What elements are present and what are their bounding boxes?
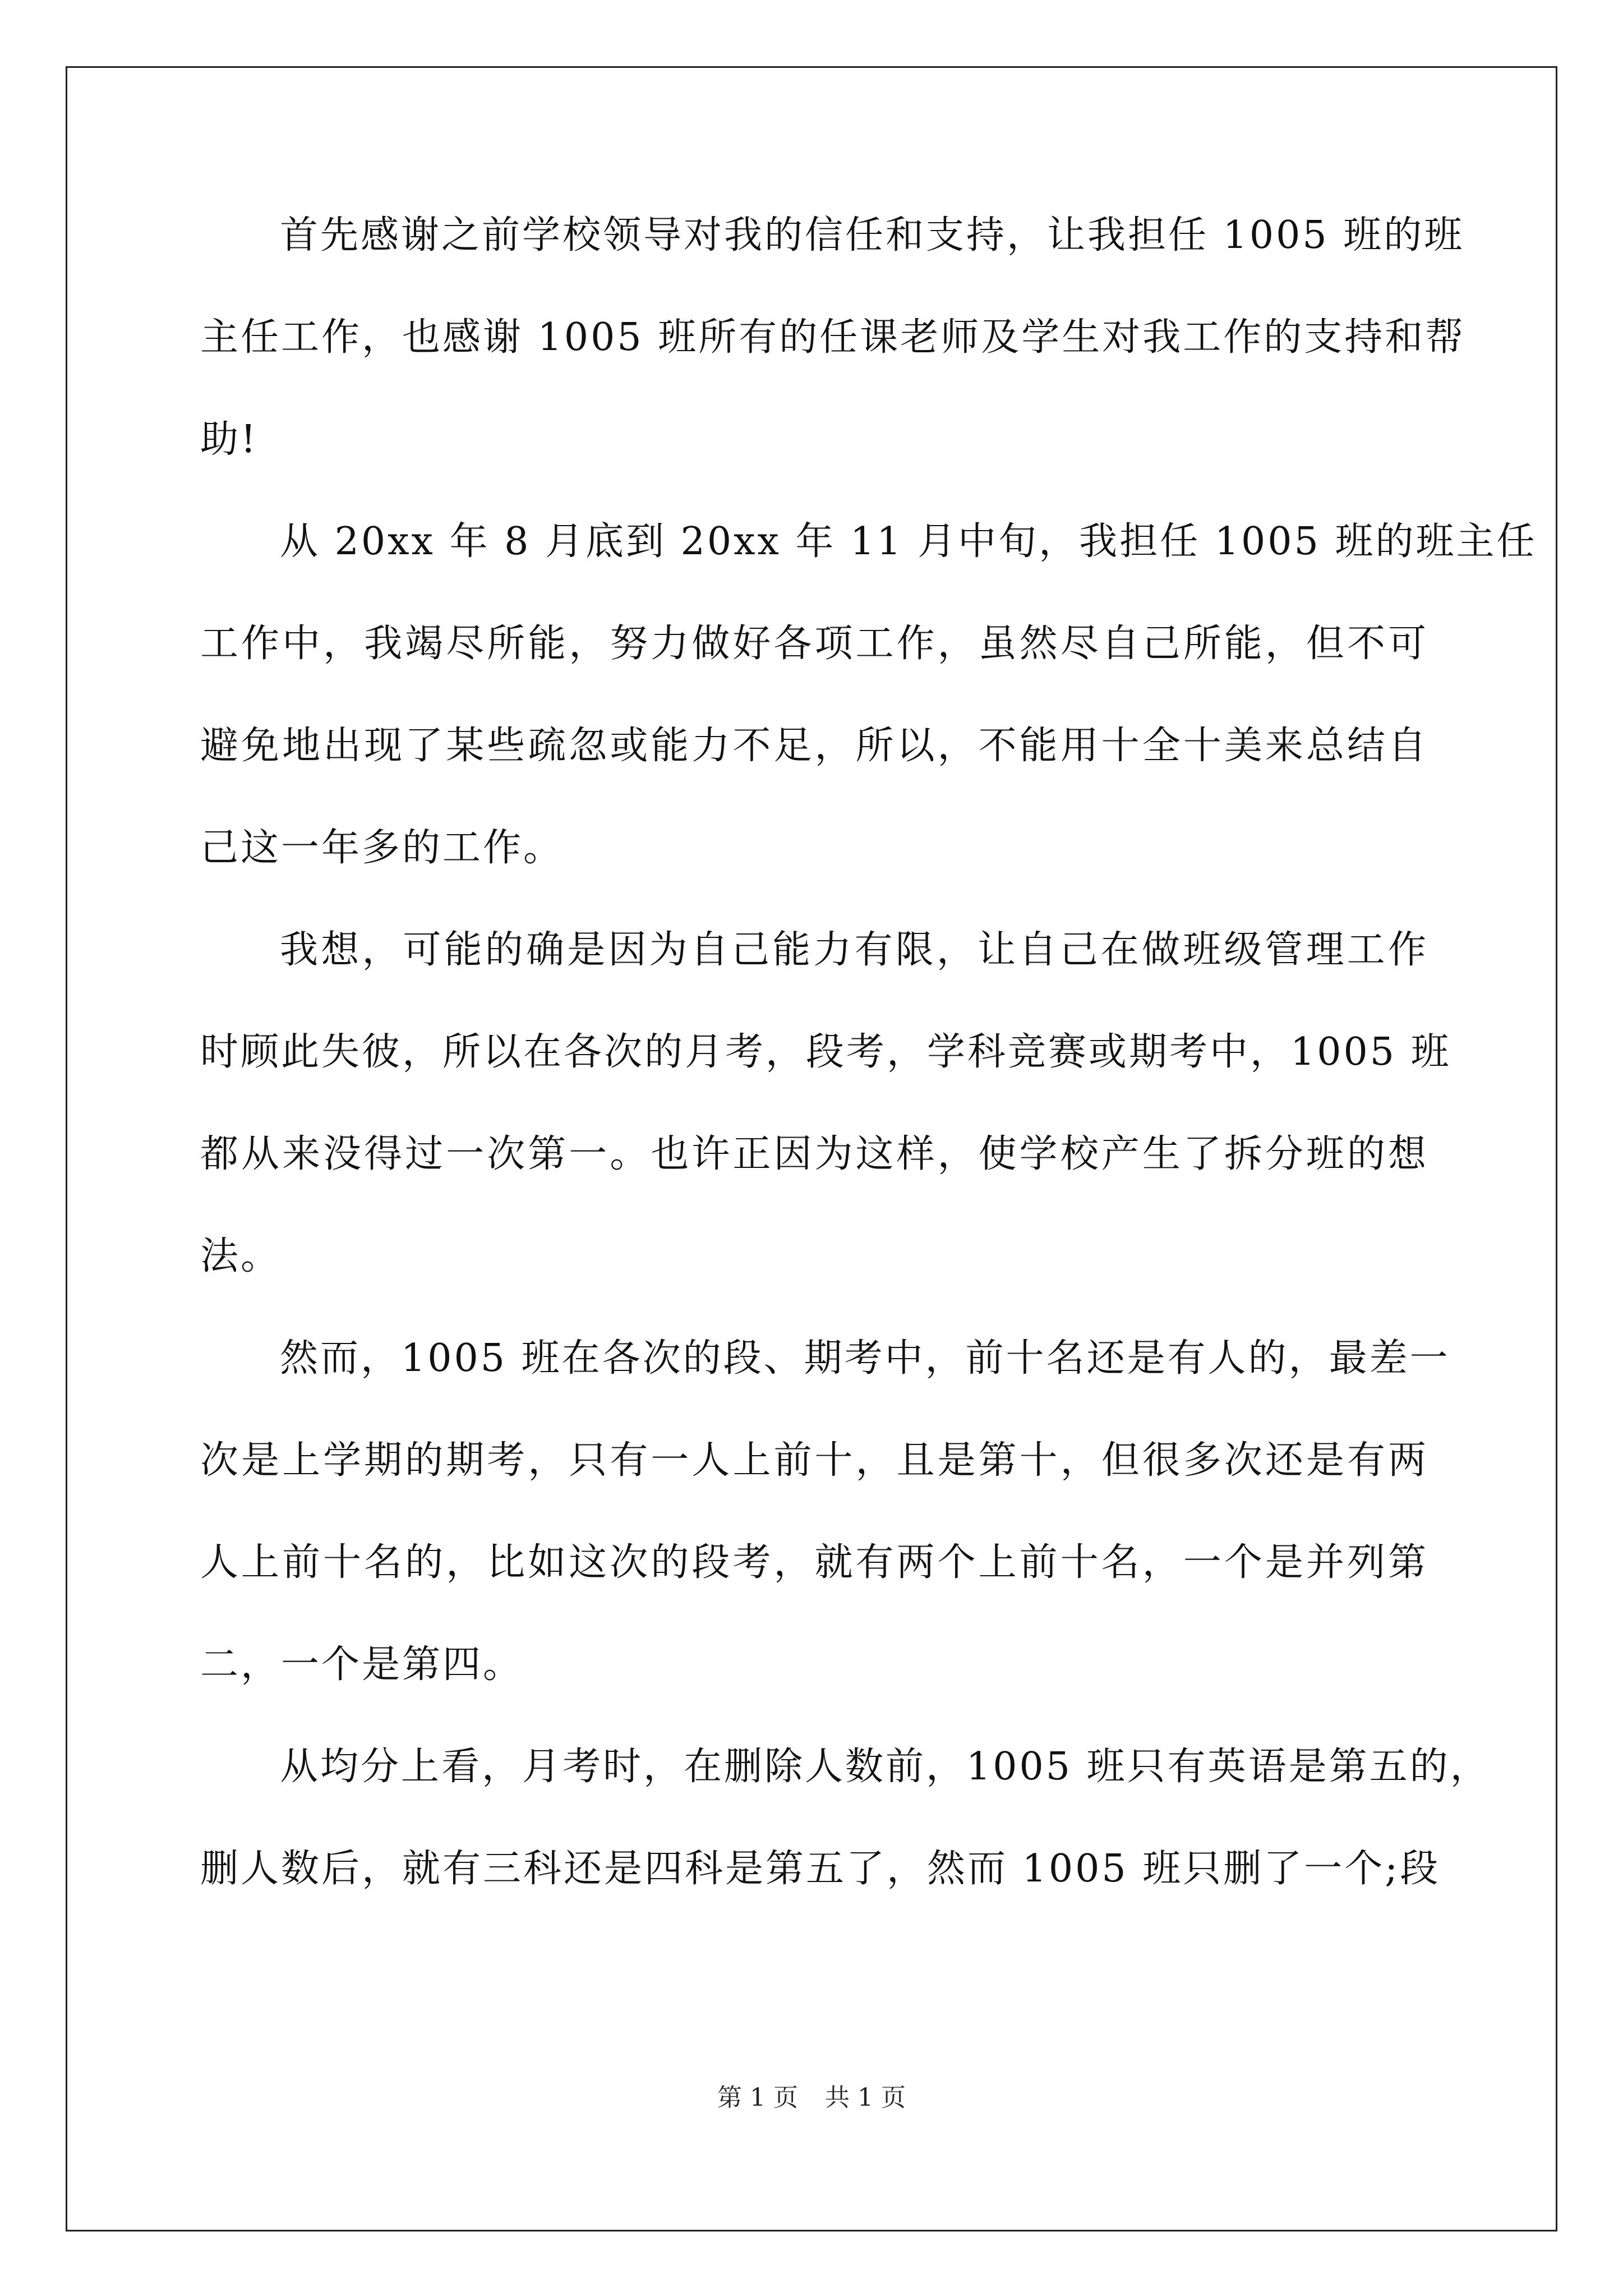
text-line: 工作中，我竭尽所能，努力做好各项工作，虽然尽自己所能，但不可	[200, 622, 1428, 666]
text-line: 从均分上看，月考时，在删除人数前，1005 班只有英语是第五的，	[280, 1745, 1491, 1789]
text-line: 我想，可能的确是因为自己能力有限，让自己在做班级管理工作	[280, 928, 1428, 972]
text-line: 法。	[200, 1234, 282, 1278]
text-line: 首先感谢之前学校领导对我的信任和支持，让我担任 1005 班的班	[280, 213, 1465, 257]
text-line: 从 20xx 年 8 月底到 20xx 年 11 月中旬，我担任 1005 班的班主任	[280, 519, 1537, 564]
text-line: 都从来没得过一次第一。也许正因为这样，使学校产生了拆分班的想	[200, 1132, 1428, 1176]
text-line: 然而，1005 班在各次的段、期考中，前十名还是有人的，最差一	[280, 1336, 1450, 1381]
page-number: 第 1 页	[717, 2083, 798, 2112]
text-line: 主任工作，也感谢 1005 班所有的任课老师及学生对我工作的支持和帮	[200, 315, 1466, 360]
text-line: 人上前十名的，比如这次的段考，就有两个上前十名，一个是并列第	[200, 1540, 1428, 1585]
text-line: 避免地出现了某些疏忽或能力不足，所以，不能用十全十美来总结自	[200, 724, 1428, 768]
text-line: 删人数后，就有三科还是四科是第五了，然而 1005 班只删了一个;段	[200, 1847, 1441, 1891]
page-total: 共 1 页	[825, 2083, 906, 2112]
text-line: 二，一个是第四。	[200, 1642, 524, 1687]
page-footer	[0, 2081, 1623, 2115]
text-line: 次是上学期的期考，只有一人上前十，且是第十，但很多次还是有两	[200, 1438, 1428, 1483]
text-line: 时顾此失彼，所以在各次的月考，段考，学科竞赛或期考中，1005 班	[200, 1030, 1451, 1074]
text-line: 助!	[200, 417, 259, 462]
text-line: 己这一年多的工作。	[200, 826, 564, 870]
